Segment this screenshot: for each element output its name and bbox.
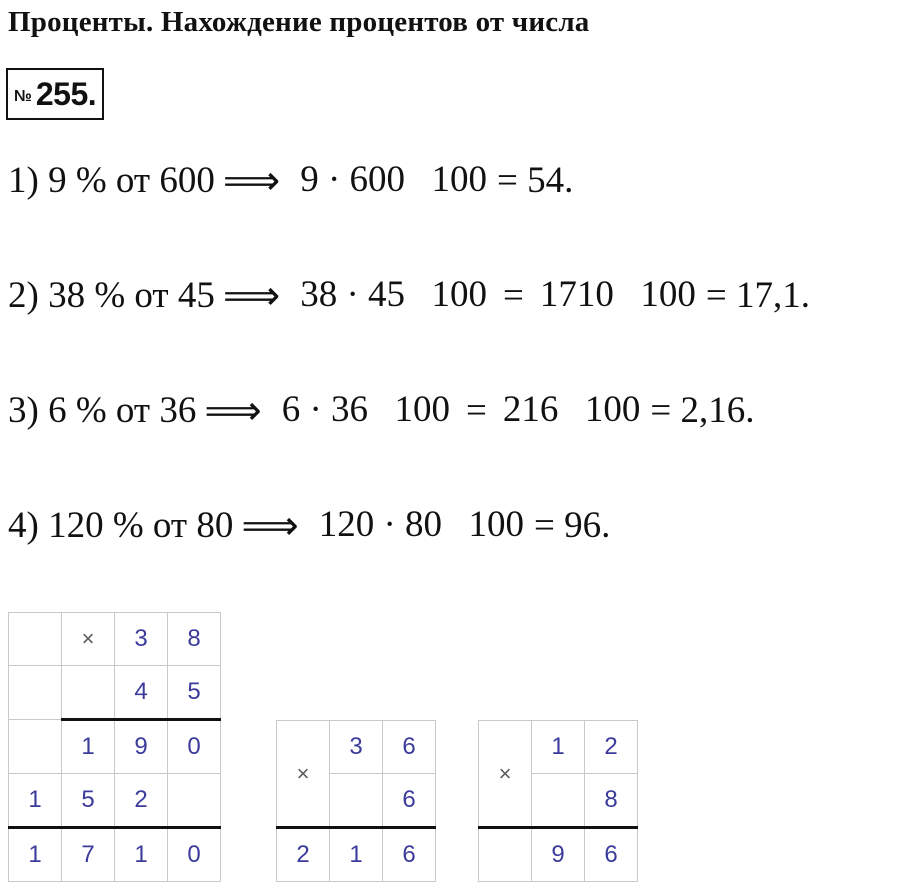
grid-cell: 1: [9, 828, 62, 882]
grid-cell: [62, 666, 115, 720]
numerator: 120 · 80: [318, 504, 443, 545]
implies-arrow: ⟹: [222, 272, 281, 318]
page-title: Проценты. Нахождение процентов от числа: [8, 6, 590, 38]
solution-line-3: [8, 365, 755, 455]
grid-cell: 1: [115, 828, 168, 882]
grid-cell: 2: [115, 774, 168, 828]
base-number: 45: [177, 274, 215, 316]
percent: 9 %: [48, 159, 107, 201]
denominator: 100: [431, 274, 488, 315]
grid-cell: [9, 720, 62, 774]
fraction: [278, 388, 454, 432]
equals-sign: =: [466, 389, 487, 431]
percent: 38 %: [48, 274, 126, 316]
grid-cell: 8: [168, 613, 221, 666]
fraction: [315, 503, 528, 547]
denominator: 100: [640, 274, 696, 315]
multiply-sign: ×: [62, 613, 115, 666]
grid-cell: 2: [277, 828, 330, 882]
of-word: от: [115, 389, 151, 431]
denominator: 100: [431, 159, 488, 200]
denominator: 100: [468, 504, 525, 545]
denominator: 100: [394, 389, 451, 430]
column-multiplication-12x8: [478, 720, 638, 882]
grid-cell: 1: [9, 774, 62, 828]
percent: 120 %: [48, 504, 144, 546]
of-word: от: [152, 504, 188, 546]
grid-cell: 1: [330, 828, 383, 882]
solution-line-1: [8, 135, 573, 225]
grid-cell: [479, 828, 532, 882]
implies-arrow: ⟹: [241, 502, 299, 548]
of-word: от: [134, 274, 169, 316]
grid-cell: 7: [62, 828, 115, 882]
result: = 2,16.: [650, 389, 755, 431]
grid-cell: 4: [115, 666, 168, 720]
grid-cell: 5: [62, 774, 115, 828]
fraction: [296, 158, 491, 202]
grid-cell: 2: [585, 721, 638, 774]
solution-line-4: [8, 480, 610, 570]
grid-cell: 0: [168, 720, 221, 774]
grid-cell: [9, 666, 62, 720]
base-number: 80: [196, 504, 234, 546]
grid-cell: 5: [168, 666, 221, 720]
grid-cell: 1: [532, 721, 585, 774]
task-number-box: [6, 68, 104, 120]
percent: 6 %: [48, 389, 107, 431]
column-multiplication-38x45: [8, 612, 221, 882]
numerator: 6 · 36: [281, 389, 369, 430]
grid-cell: 6: [383, 774, 436, 828]
numerator: 1710: [539, 274, 614, 315]
column-multiplication-36x6: [276, 720, 436, 882]
grid-cell: 8: [585, 774, 638, 828]
grid-cell: 6: [585, 828, 638, 882]
item-number: 1): [8, 159, 39, 201]
result: = 96.: [534, 504, 611, 546]
task-number: 255.: [35, 75, 97, 112]
numerator: 9 · 600: [300, 159, 406, 200]
item-number: 4): [8, 504, 39, 546]
item-number: 3): [8, 389, 39, 431]
result: = 17,1.: [705, 274, 811, 316]
solution-line-2: [8, 250, 810, 340]
grid-cell: [330, 774, 383, 828]
grid-cell: 3: [330, 721, 383, 774]
grid-cell: 6: [383, 828, 436, 882]
of-word: от: [115, 159, 151, 201]
base-number: 36: [159, 389, 197, 431]
grid-cell: [532, 774, 585, 828]
implies-arrow: ⟹: [222, 157, 281, 203]
grid-cell: [168, 774, 221, 828]
equals-sign: =: [503, 274, 524, 316]
multiply-sign: ×: [277, 721, 330, 828]
denominator: 100: [584, 389, 641, 430]
fraction: [296, 273, 491, 317]
result: = 54.: [497, 159, 574, 201]
number-sign: №: [14, 88, 32, 105]
item-number: 2): [8, 274, 39, 316]
multiply-sign: ×: [479, 721, 532, 828]
grid-cell: 6: [383, 721, 436, 774]
grid-cell: 3: [115, 613, 168, 666]
numerator: 38 · 45: [300, 274, 406, 315]
fraction: [536, 273, 700, 317]
grid-cell: 1: [62, 720, 115, 774]
implies-arrow: ⟹: [204, 387, 262, 433]
numerator: 216: [502, 389, 559, 430]
grid-cell: 9: [115, 720, 168, 774]
grid-cell: [9, 613, 62, 666]
grid-cell: 0: [168, 828, 221, 882]
base-number: 600: [159, 159, 215, 201]
grid-cell: 9: [532, 828, 585, 882]
fraction: [499, 388, 645, 432]
